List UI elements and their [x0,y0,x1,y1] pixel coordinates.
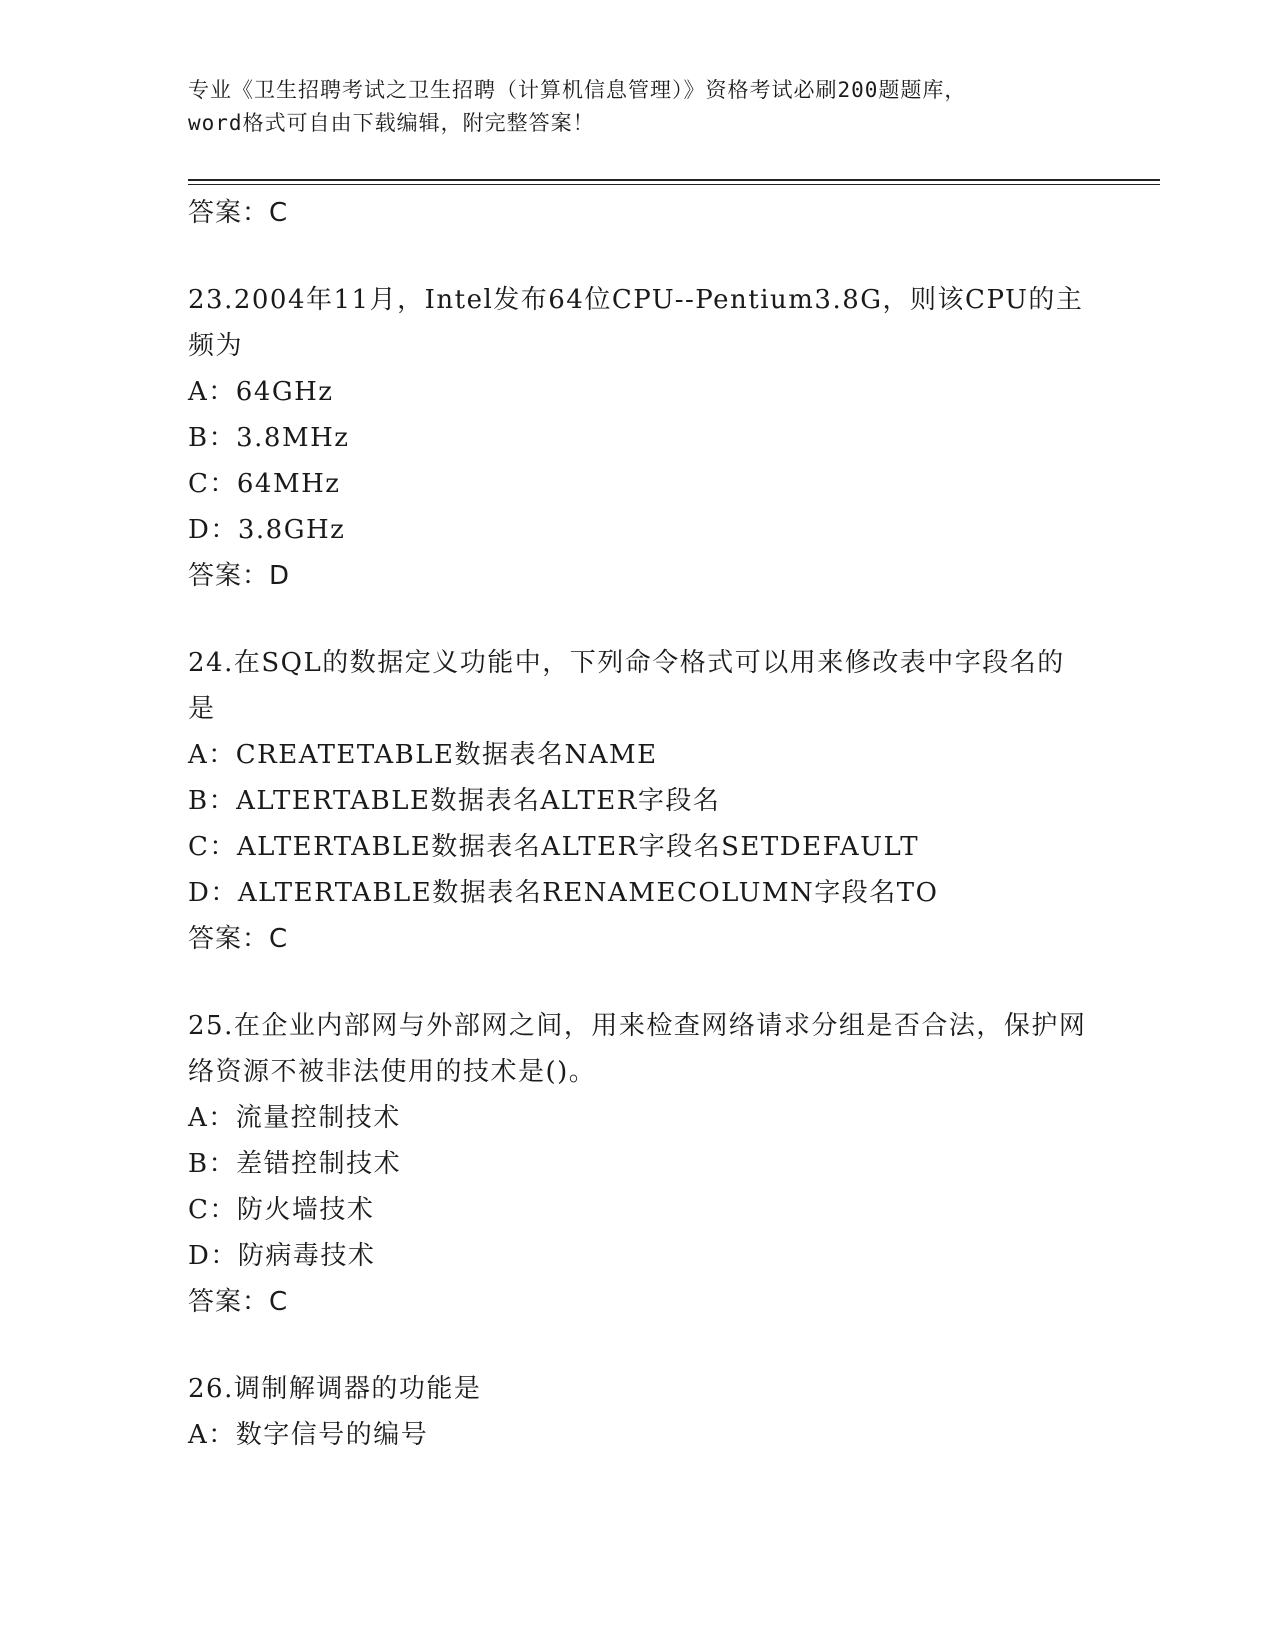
option-d: D：ALTERTABLE数据表名RENAMECOLUMN字段名TO [188,878,939,908]
option-a: A：流量控制技术 [188,1103,401,1133]
option-b: B：差错控制技术 [188,1149,402,1179]
option-d: D：3.8GHz [188,515,346,545]
option-a: A：64GHz [188,377,334,407]
option-a: A：CREATETABLE数据表名NAME [188,740,658,770]
question-26 [188,1366,1088,1458]
question-stem: 24.在SQL的数据定义功能中，下列命令格式可以用来修改表中字段名的是 [188,648,1065,724]
option-c: C：64MHz [188,469,341,499]
option-c: C：防火墙技术 [188,1195,375,1225]
option-d: D：防病毒技术 [188,1241,376,1271]
header-divider-thin [188,184,1160,185]
question-stem: 23.2004年11月，Intel发布64位CPU--Pentium3.8G，则该CPU的主频为 [188,285,1084,361]
question-24 [188,640,1088,962]
question-stem: 26.调制解调器的功能是 [188,1374,482,1404]
answer-previous: 答案：C [188,198,289,228]
answer: 答案：D [188,561,291,591]
question-list [188,188,1088,1458]
question-stem: 25.在企业内部网与外部网之间，用来检查网络请求分组是否合法，保护网络资源不被非法使用的技术是()。 [188,1011,1087,1087]
header-divider-thick [188,179,1160,181]
header-line-2: word格式可自由下载编辑，附完整答案！ [188,111,595,135]
header-line-1: 专业《卫生招聘考试之卫生招聘（计算机信息管理）》资格考试必刷200题题库， [188,78,967,102]
option-b: B：3.8MHz [188,423,350,453]
option-b: B：ALTERTABLE数据表名ALTER字段名 [188,786,721,816]
answer: 答案：C [188,924,289,954]
question-23 [188,277,1088,599]
answer: 答案：C [188,1287,289,1317]
question-25 [188,1003,1088,1325]
option-c: C：ALTERTABLE数据表名ALTER字段名SETDEFAULT [188,832,920,862]
document-header [188,74,1088,140]
option-a: A：数字信号的编号 [188,1420,429,1450]
